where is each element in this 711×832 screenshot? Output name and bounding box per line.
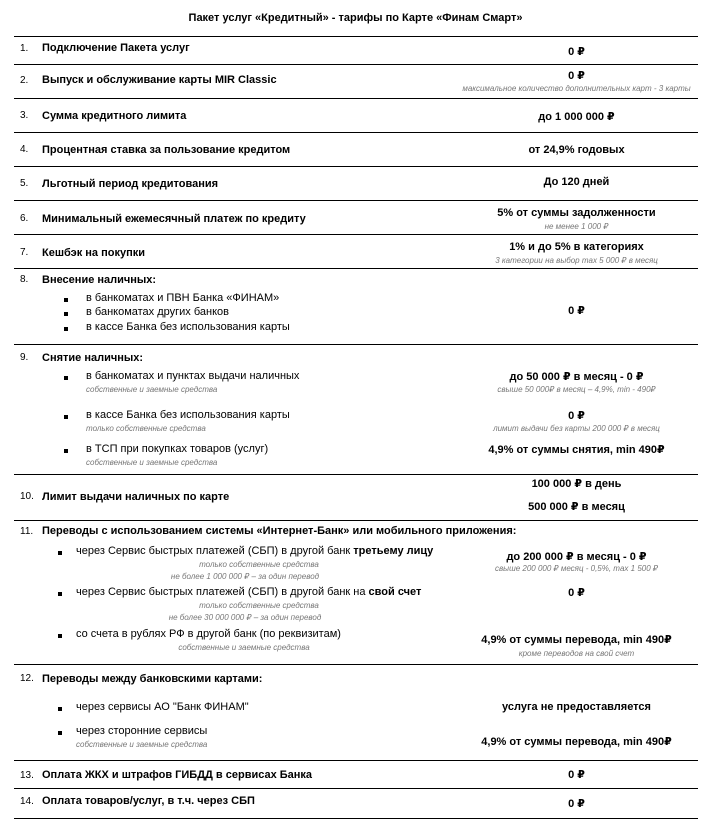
list-item: в кассе Банка без использования карты: [86, 409, 290, 421]
row-value-note: кроме переводов на свой счет: [518, 649, 635, 658]
list-item: в ТСП при покупках товаров (услуг): [86, 443, 269, 455]
row-value: 4,9% от суммы перевода, min 490₽: [481, 634, 672, 646]
row-label: Оплата товаров/услуг, в т.ч. через СБП: [42, 795, 255, 807]
tariff-row-13: [14, 760, 698, 789]
row-value: 4,9% от суммы перевода, min 490₽: [481, 736, 672, 748]
list-item-note: не более 30 000 000 ₽ – за один перевод: [168, 613, 322, 622]
row-label: Кешбэк на покупки: [42, 247, 146, 259]
row-value: до 200 000 ₽ в месяц - 0 ₽: [506, 551, 647, 563]
tariff-row-7: [14, 234, 698, 269]
row-number: 1.: [20, 43, 29, 54]
tariff-row-4: [14, 132, 698, 167]
row-value: услуга не предоставляется: [502, 701, 651, 713]
row-value-note: свыше 200 000 ₽ месяц - 0,5%, max 1 500 ₽: [495, 564, 658, 573]
list-item-emphasis: свой счет: [368, 586, 422, 598]
row-value: 0 ₽: [568, 798, 585, 810]
tariff-row-3: [14, 98, 698, 133]
row-value-note: свыше 50 000₽ в месяц – 4,9%, min - 490₽: [497, 385, 656, 394]
row-value: 4,9% от суммы снятия, min 490₽: [488, 444, 665, 456]
row-label: Сумма кредитного лимита: [42, 110, 187, 122]
row-label: Подключение Пакета услуг: [42, 42, 190, 54]
tariff-row-14: [14, 788, 698, 819]
row-number: 14.: [20, 796, 34, 807]
row-label: Выпуск и обслуживание карты MIR Classic: [42, 74, 277, 86]
list-item: через сторонние сервисы: [76, 725, 208, 737]
row-value-note: максимальное количество дополнительных карт - 3 карты: [462, 84, 691, 93]
row-value: 0 ₽: [568, 46, 585, 58]
list-item: [76, 586, 421, 598]
tariff-row-10: [14, 474, 698, 521]
list-item: со счета в рублях РФ в другой банк (по реквизитам): [76, 628, 341, 640]
list-item-note: только собственные средства: [199, 560, 319, 569]
row-number: 5.: [20, 178, 29, 189]
row-value-note: лимит выдачи без карты 200 000 ₽ в месяц: [493, 424, 660, 433]
row-label: Процентная ставка за пользование кредитом: [42, 144, 291, 156]
list-item-note: собственные и заемные средства: [86, 385, 218, 394]
row-value: До 120 дней: [543, 176, 610, 188]
tariff-row-2: [14, 64, 698, 99]
row-number: 9.: [20, 352, 29, 363]
row-number: 8.: [20, 274, 29, 285]
bullet-icon: [64, 312, 68, 316]
bullet-icon: [64, 327, 68, 331]
list-item-note: не более 1 000 000 ₽ – за один перевод: [170, 572, 320, 581]
row-number: 12.: [20, 673, 34, 684]
row-number: 4.: [20, 144, 29, 155]
list-item: [76, 545, 433, 557]
list-item: через сервисы АО "Банк ФИНАМ": [76, 701, 249, 713]
row-value: 100 000 ₽ в день: [531, 478, 622, 490]
list-item: в кассе Банка без использования карты: [86, 321, 290, 333]
tariff-row-9: [14, 344, 698, 475]
row-number: 11.: [20, 526, 34, 537]
list-item-text: через Сервис быстрых платежей (СБП) в другой банк: [76, 545, 354, 557]
list-item-emphasis: третьему лицу: [353, 545, 434, 557]
list-item-note: только собственные средства: [199, 601, 319, 610]
list-item-note: только собственные средства: [86, 424, 206, 433]
list-item-note: собственные и заемные средства: [86, 458, 218, 467]
tariff-row-1: [14, 36, 698, 65]
tariff-row-6: [14, 200, 698, 235]
row-value: 0 ₽: [568, 305, 585, 317]
bullet-icon: [58, 592, 62, 596]
row-value-secondary: 500 000 ₽ в месяц: [528, 501, 625, 513]
list-item: в банкоматах других банков: [86, 306, 229, 318]
bullet-icon: [58, 731, 62, 735]
row-label: Минимальный ежемесячный платеж по кредиту: [42, 213, 306, 225]
document-title: Пакет услуг «Кредитный» - тарифы по Карте «Финам Смарт»: [188, 12, 523, 24]
tariff-row-8: [14, 268, 698, 345]
bullet-icon: [58, 634, 62, 638]
row-value: до 50 000 ₽ в месяц - 0 ₽: [509, 371, 644, 383]
row-number: 6.: [20, 213, 29, 224]
list-item: в банкоматах и ПВН Банка «ФИНАМ»: [86, 292, 280, 304]
bullet-icon: [58, 551, 62, 555]
row-label: Лимит выдачи наличных по карте: [42, 491, 230, 503]
row-number: 7.: [20, 247, 29, 258]
row-label: Переводы с использованием системы «Интернет-Банк» или мобильного приложения:: [42, 525, 517, 537]
row-value-note: 3 категории на выбор max 5 000 ₽ в месяц: [495, 256, 658, 265]
bullet-icon: [64, 376, 68, 380]
row-number: 13.: [20, 770, 34, 781]
row-label: Снятие наличных:: [42, 352, 144, 364]
bullet-icon: [58, 707, 62, 711]
list-item: в банкоматах и пунктах выдачи наличных: [86, 370, 300, 382]
tariff-row-12: [14, 664, 698, 761]
row-number: 2.: [20, 75, 29, 86]
row-value: от 24,9% годовых: [528, 144, 625, 156]
list-item-note: собственные и заемные средства: [178, 643, 310, 652]
row-value: до 1 000 000 ₽: [538, 111, 615, 123]
row-label: Льготный период кредитования: [42, 178, 219, 190]
row-value: 0 ₽: [568, 70, 585, 82]
row-value: 0 ₽: [568, 410, 585, 422]
row-value-note: не менее 1 000 ₽: [544, 222, 609, 231]
tariff-row-5: [14, 166, 698, 201]
row-number: 10.: [20, 491, 34, 502]
row-label: Переводы между банковскими картами:: [42, 673, 263, 685]
list-item-note: собственные и заемные средства: [76, 740, 208, 749]
row-value: 1% и до 5% в категориях: [509, 241, 644, 253]
row-value: 0 ₽: [568, 769, 585, 781]
row-label: Оплата ЖКХ и штрафов ГИБДД в сервисах Банка: [42, 769, 313, 781]
bullet-icon: [64, 415, 68, 419]
row-value: 0 ₽: [568, 587, 585, 599]
row-label: Внесение наличных:: [42, 274, 157, 286]
tariff-row-11: [14, 520, 698, 665]
row-number: 3.: [20, 110, 29, 121]
bullet-icon: [64, 449, 68, 453]
bullet-icon: [64, 298, 68, 302]
list-item-text: через Сервис быстрых платежей (СБП) в другой банк на: [76, 586, 369, 598]
row-value: 5% от суммы задолженности: [497, 207, 656, 219]
